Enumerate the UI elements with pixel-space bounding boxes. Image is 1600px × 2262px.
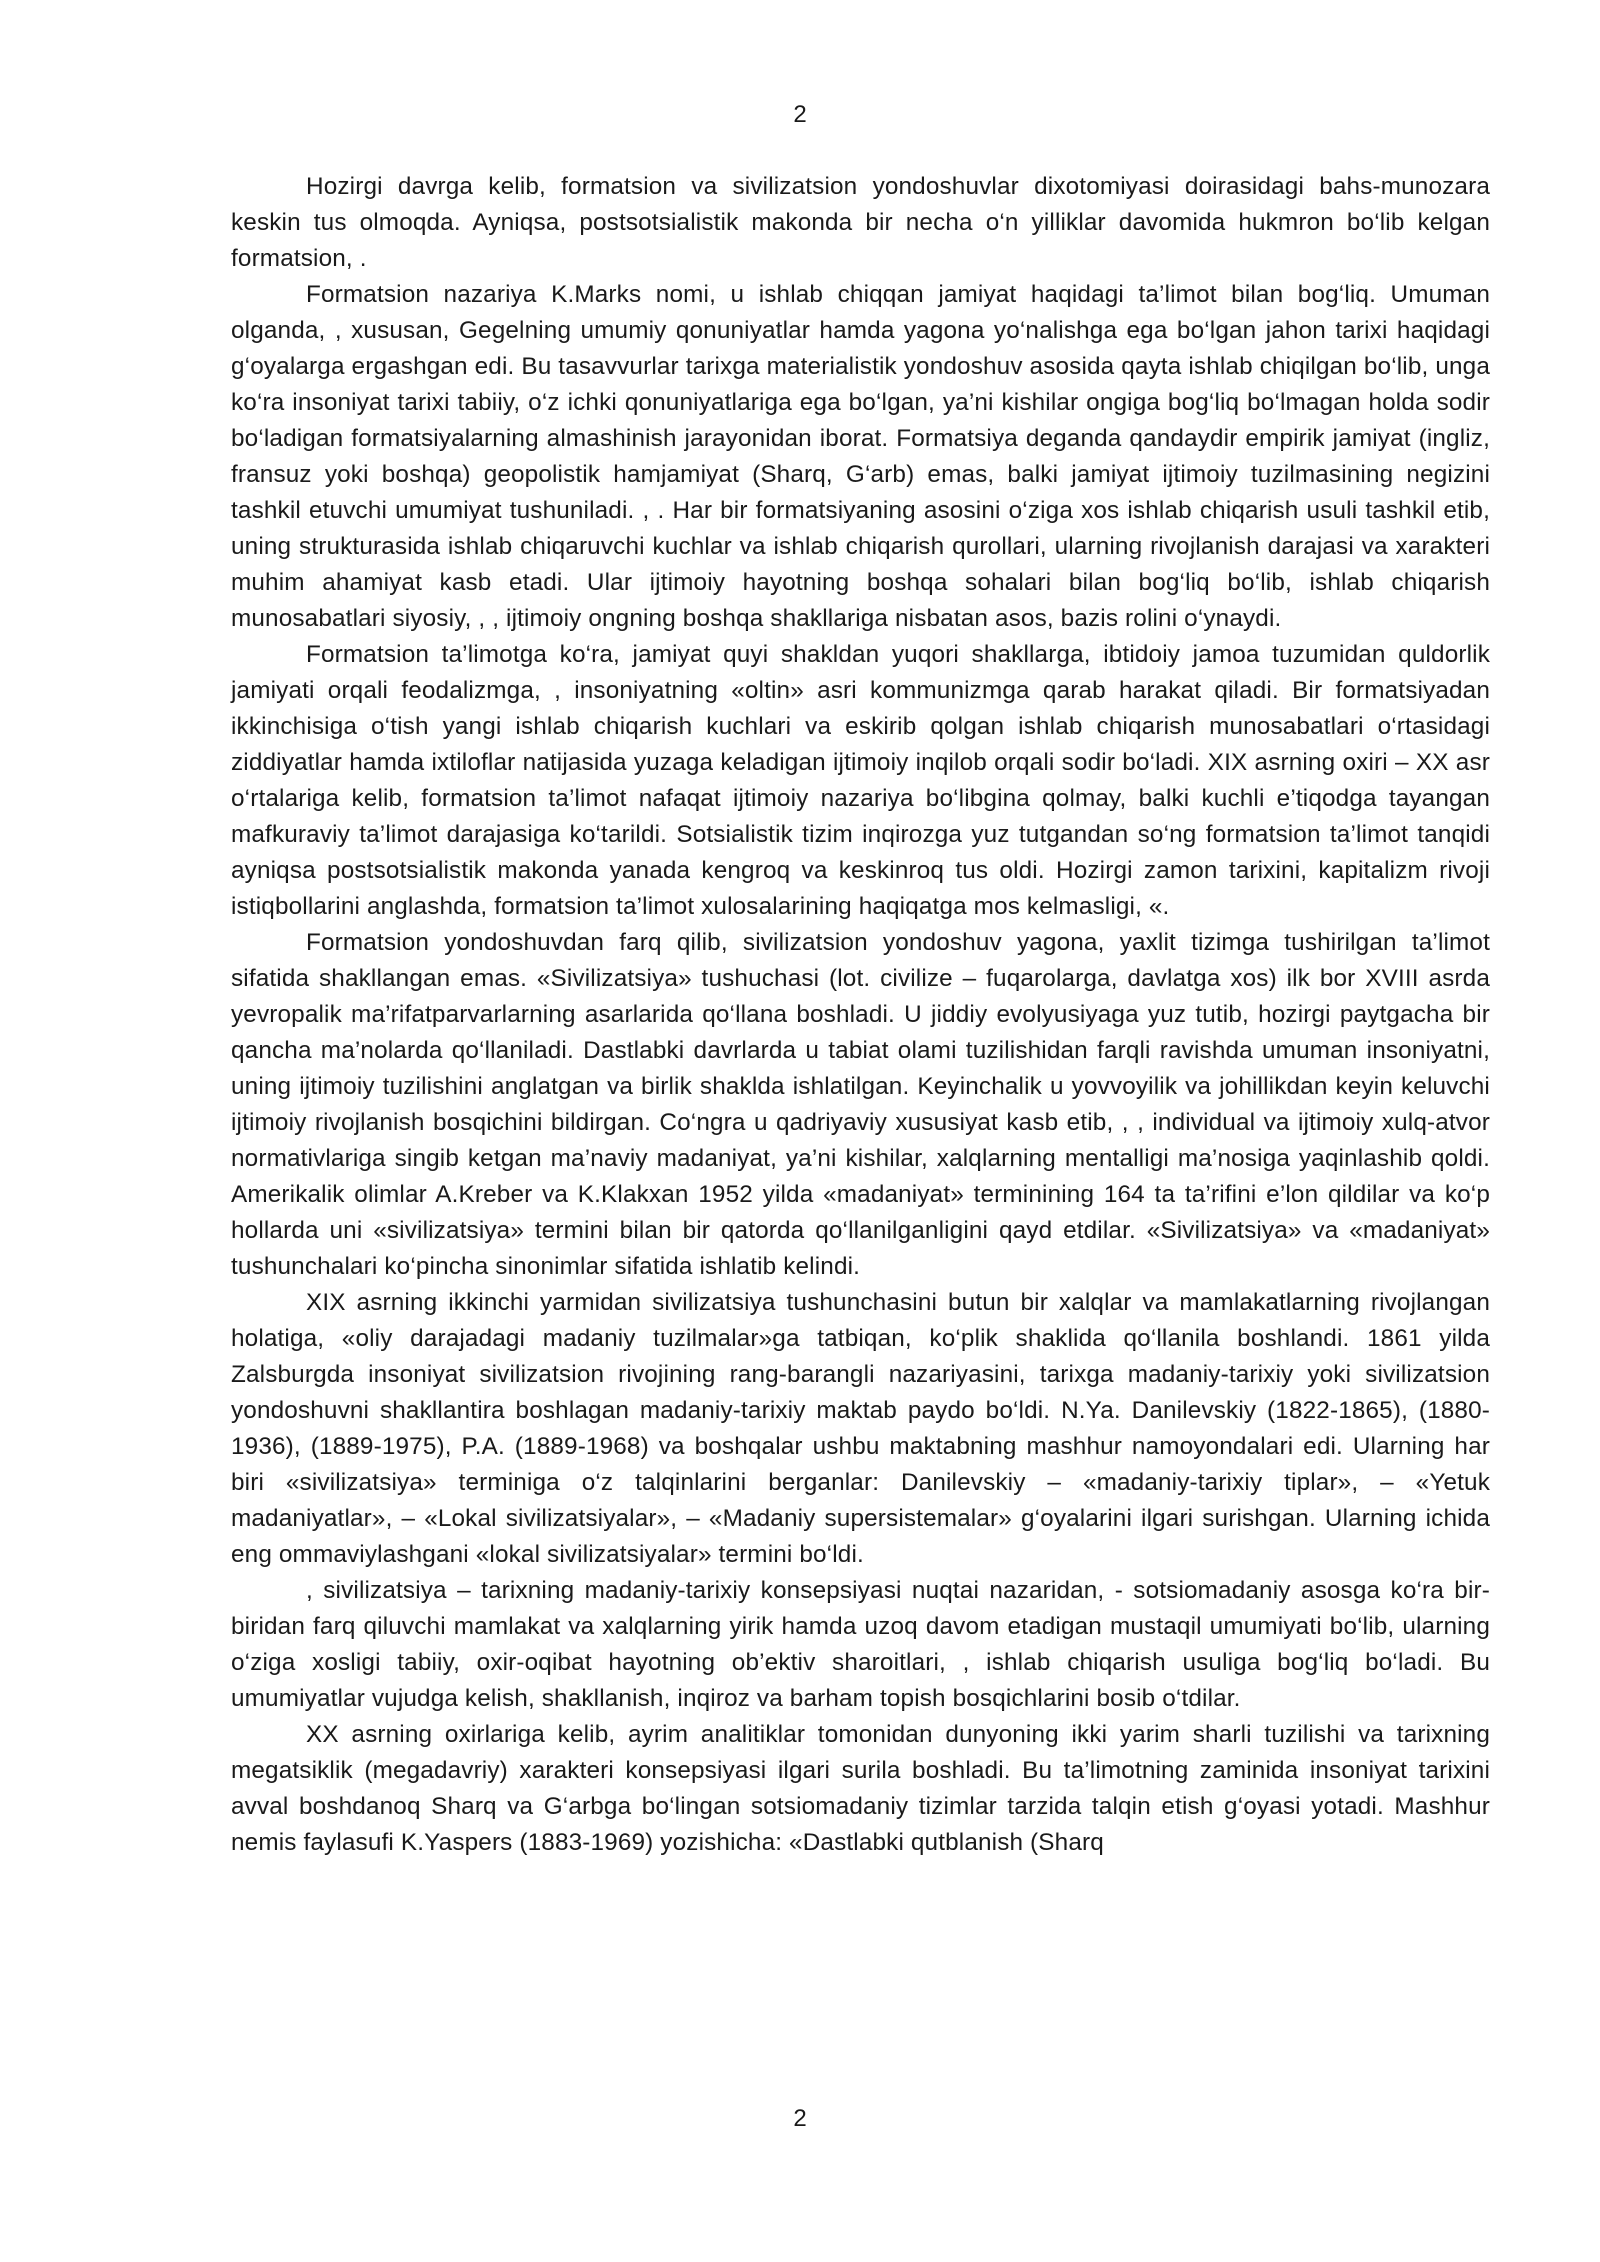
paragraph-1: Hozirgi davrga kelib, formatsion va sivilizatsion yondoshuvlar dixotomiyasi doirasidagi bahs-munozara keskin tus olmoqda. Ayniqsa, postsotsialistik makonda bir necha o‘n yilliklar davomida hukmron bo‘lib kelgan formatsion, . xyxy=(231,173,1490,272)
paragraph-3: Formatsion ta’limotga ko‘ra, jamiyat quyi shakldan yuqori shakllarga, ibtidoiy jamoa tuzumidan quldorlik jamiyati orqali feodalizmga, , insoniyatning «oltin» asri kommunizmga qarab harakat qiladi. Bir formatsiyadan ikkinchisiga o‘tish yangi ishlab chiqarish kuchlari va eskirib qolgan ishlab chiqarish munosabatlari o‘rtasidagi ziddiyatlar hamda ixtiloflar natijasida yuzaga keladigan ijtimoiy inqilob orqali sodir bo‘ladi. XIX asrning oxiri – XX asr o‘rtalariga kelib, formatsion ta’limot nafaqat ijtimoiy nazariya bo‘libgina qolmay, balki kuchli e’tiqodga tayangan mafkuraviy ta’limot darajasiga ko‘tarildi. Sotsialistik tizim inqirozga yuz tutgandan so‘ng formatsion ta’limot tanqidi ayniqsa postsotsialistik makonda yanada kengroq va keskinroq tus oldi. Hozirgi zamon tarixini, kapitalizm rivoji istiqbollarini anglashda, formatsion ta’limot xulosalarining haqiqatga mos kelmasligi, «. xyxy=(231,641,1490,920)
paragraph-6: , sivilizatsiya – tarixning madaniy-tarixiy konsepsiyasi nuqtai nazaridan, - sotsiomadaniy asosga ko‘ra bir-biridan farq qiluvchi mamlakat va xalqlarning yirik hamda uzoq davom etadigan mustaqil umumiyati bo‘lib, ularning o‘ziga xosligi tabiiy, oxir-oqibat hayotning ob’ektiv sharoitlari, , ishlab chiqarish usuliga bog‘liq bo‘ladi. Bu umumiyatlar vujudga kelish, shakllanish, inqiroz va barham topish bosqichlarini bosib o‘tdilar. xyxy=(231,1577,1490,1712)
page-number-bottom: 2 xyxy=(793,2105,807,2132)
paragraph-7: XX asrning oxirlariga kelib, ayrim analitiklar tomonidan dunyoning ikki yarim sharli tuzilishi va tarixning megatsiklik (megadavriy) xarakteri konsepsiyasi ilgari surila boshladi. Bu ta’limotning zaminida insoniyat tarixini avval boshdanoq Sharq va G‘arbga bo‘lingan sotsiomadaniy tizimlar tarzida talqin etish g‘oyasi yotadi. Mashhur nemis faylasufi K.Yaspers (1883-1969) yozishicha: «Dastlabki qutblanish (Sharq xyxy=(231,1721,1490,1856)
page-number-top: 2 xyxy=(793,101,807,128)
paragraph-4: Formatsion yondoshuvdan farq qilib, sivilizatsion yondoshuv yagona, yaxlit tizimga tushirilgan ta’limot sifatida shakllangan emas. «Sivilizatsiya» tushuchasi (lot. civilize – fuqarolarga, davlatga xos) ilk bor XVIII asrda yevropalik ma’rifatparvarlarning asarlarida qo‘llana boshladi. U jiddiy evolyusiyaga yuz tutib, hozirgi paytgacha bir qancha ma’nolarda qo‘llaniladi. Dastlabki davrlarda u tabiat olami tuzilishidan farqli ravishda umuman insoniyatni, uning ijtimoiy tuzilishini anglatgan va birlik shaklda ishlatilgan. Keyinchalik u yovvoyilik va johillikdan keyin keluvchi ijtimoiy rivojlanish bosqichini bildirgan. Co‘ngra u qadriyaviy xususiyat kasb etib, , , individual va ijtimoiy xulq-atvor normativlariga singib ketgan ma’naviy madaniyat, ya’ni kishilar, xalqlarning mentalligi ma’nosiga yaqinlashib qoldi. Amerikalik olimlar A.Kreber va K.Klakxan 1952 yilda «madaniyat» terminining 164 ta ta’rifini e’lon qildilar va ko‘p hollarda uni «sivilizatsiya» termini bilan bir qatorda qo‘llanilganligini qayd etdilar. «Sivilizatsiya» va «madaniyat» tushunchalari ko‘pincha sinonimlar sifatida ishlatib kelindi. xyxy=(231,929,1490,1280)
paragraph-5: XIX asrning ikkinchi yarmidan sivilizatsiya tushunchasini butun bir xalqlar va mamlakatlarning rivojlangan holatiga, «oliy darajadagi madaniy tuzilmalar»ga tatbiqan, ko‘plik shaklida qo‘llanila boshlandi. 1861 yilda Zalsburgda insoniyat sivilizatsion rivojining rang-barangli nazariyasini, tarixga madaniy-tarixiy yoki sivilizatsion yondoshuvni shakllantira boshlagan madaniy-tarixiy maktab paydo bo‘ldi. N.Ya. Danilevskiy (1822-1865), (1880-1936), (1889-1975), P.A. (1889-1968) va boshqalar ushbu maktabning mashhur namoyondalari edi. Ularning har biri «sivilizatsiya» terminiga o‘z talqinlarini berganlar: Danilevskiy – «madaniy-tarixiy tiplar», – «Yetuk madaniyatlar», – «Lokal sivilizatsiyalar», – «Madaniy supersistemalar» g‘oyalarini ilgari surishgan. Ularning ichida eng ommaviylashgani «lokal sivilizatsiyalar» termini bo‘ldi. xyxy=(231,1289,1490,1568)
body-text xyxy=(231,169,1490,1861)
paragraph-2: Formatsion nazariya K.Marks nomi, u ishlab chiqqan jamiyat haqidagi ta’limot bilan bog‘liq. Umuman olganda, , xususan, Gegelning umumiy qonuniyatlar hamda yagona yo‘nalishga ega bo‘lgan jahon tarixi haqidagi g‘oyalarga ergashgan edi. Bu tasavvurlar tarixga materialistik yondoshuv asosida qayta ishlab chiqilgan bo‘lib, unga ko‘ra insoniyat tarixi tabiiy, o‘z ichki qonuniyatlariga ega bo‘lgan, ya’ni kishilar ongiga bog‘liq bo‘lmagan holda sodir bo‘ladigan formatsiyalarning almashinish jarayonidan iborat. Formatsiya deganda qandaydir empirik jamiyat (ingliz, fransuz yoki boshqa) geopolistik hamjamiyat (Sharq, G‘arb) emas, balki jamiyat ijtimoiy tuzilmasining negizini tashkil etuvchi umumiyat tushuniladi. , . Har bir formatsiyaning asosini o‘ziga xos ishlab chiqarish usuli tashkil etib, uning strukturasida ishlab chiqaruvchi kuchlar va ishlab chiqarish qurollari, ularning rivojlanish darajasi va xarakteri muhim ahamiyat kasb etadi. Ular ijtimoiy hayotning boshqa sohalari bilan bog‘liq bo‘lib, ishlab chiqarish munosabatlari siyosiy, , , ijtimoiy ongning boshqa shakllariga nisbatan asos, bazis rolini o‘ynaydi. xyxy=(231,281,1490,632)
